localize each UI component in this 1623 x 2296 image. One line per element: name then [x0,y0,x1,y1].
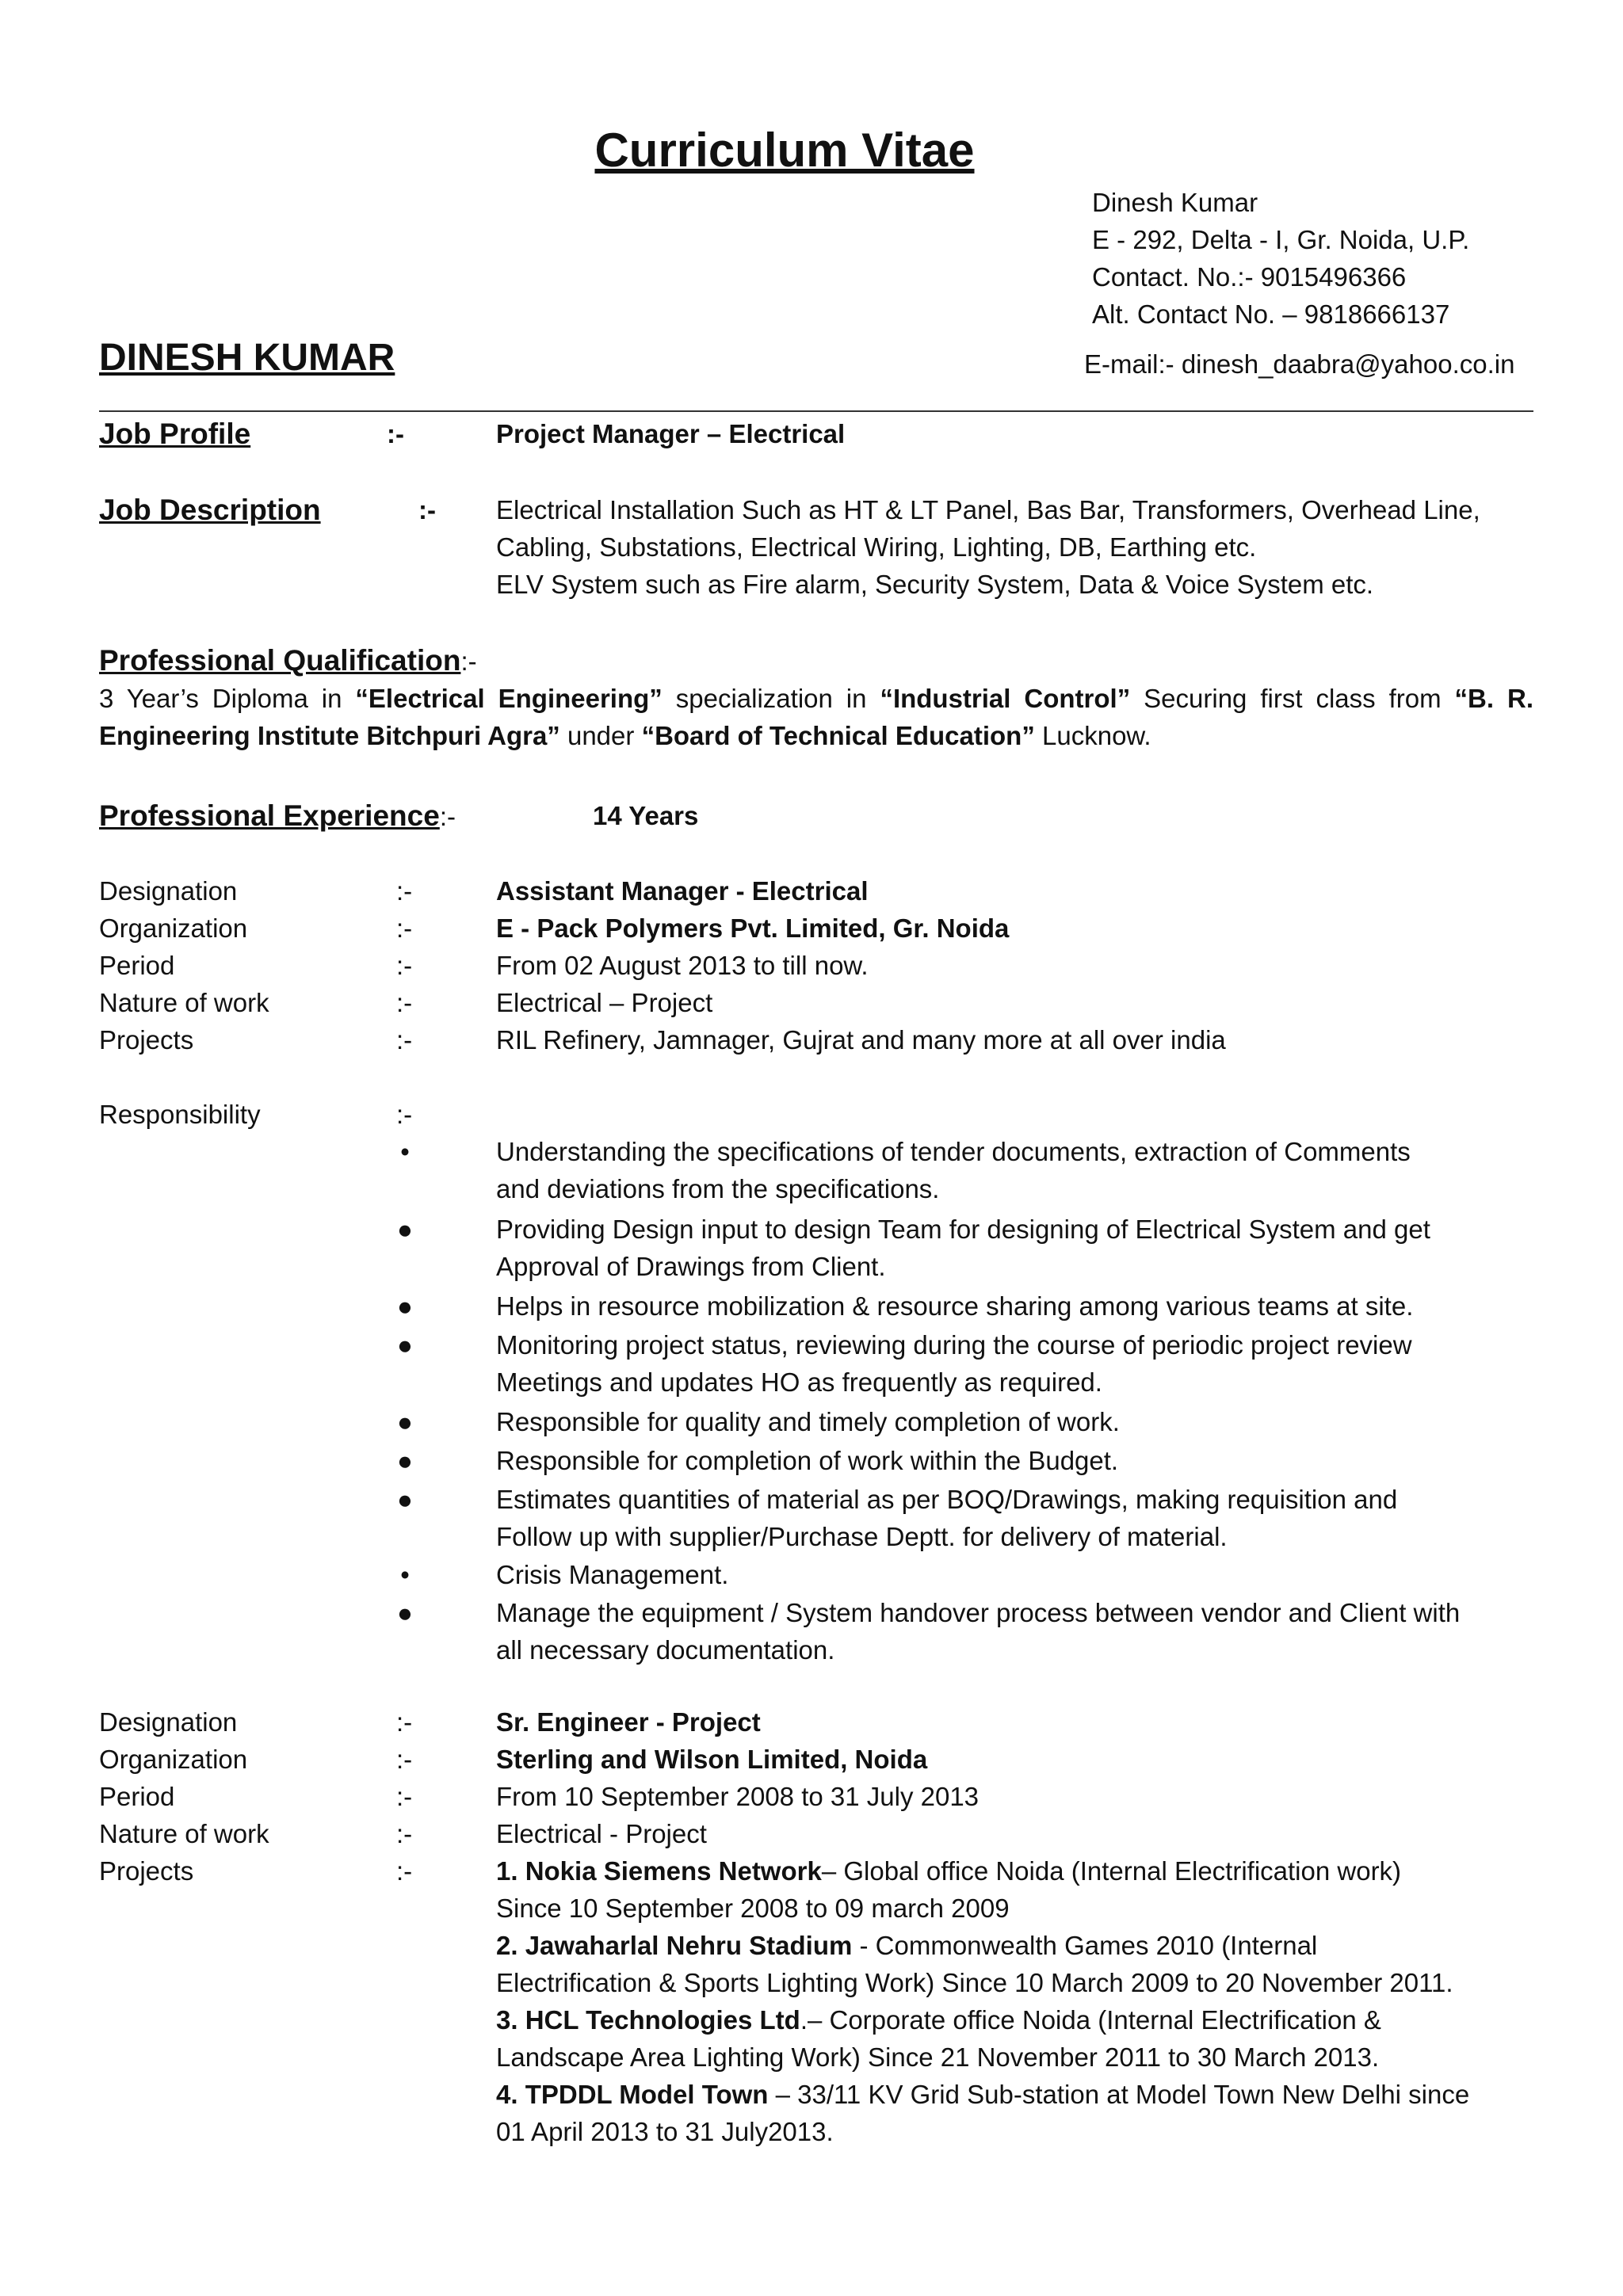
responsibility-line: Manage the equipment / System handover process between vendor and Client with [496,1598,1461,1627]
qualification-specialization: “Industrial Control” [880,684,1131,713]
job2-nature-sep: :- [396,1819,413,1848]
responsibility-line: Meetings and updates HO as frequently as required. [496,1367,1102,1397]
job-profile-sep: :- [387,419,404,448]
bullet-icon: • [400,1137,410,1166]
job-description-sep: :- [418,495,436,524]
responsibility-line: Monitoring project status, reviewing during the course of periodic project review [496,1330,1412,1360]
project-line: Landscape Area Lighting Work) Since 21 November 2011 to 30 March 2013. [496,2042,1380,2072]
job1-organization: E - Pack Polymers Pvt. Limited, Gr. Noida [496,913,1010,943]
bullet-icon: ● [397,1598,413,1627]
responsibility-item [496,1481,1550,1555]
contact-alt-phone: Alt. Contact No. – 9818666137 [1092,299,1450,329]
bullet-icon: ● [397,1291,413,1321]
project-desc: - Commonwealth Games 2010 (Internal [852,1931,1318,1960]
responsibility-line: Approval of Drawings from Client. [496,1252,886,1281]
job2-organization: Sterling and Wilson Limited, Noida [496,1745,928,1774]
contact-name: Dinesh Kumar [1092,188,1258,217]
job2-period: From 10 September 2008 to 31 July 2013 [496,1782,980,1811]
job2-organization-sep: :- [396,1745,413,1774]
qualification-board: “Board of Technical Education” [641,721,1035,750]
project-line: Since 10 September 2008 to 09 march 2009 [496,1894,1010,1923]
qualification-heading-row [99,642,477,680]
job2-nature-label: Nature of work [99,1819,269,1848]
job1-projects-sep: :- [396,1025,413,1055]
job2-period-sep: :- [396,1782,413,1811]
responsibility-item [496,1326,1550,1401]
experience-years: 14 Years [593,801,699,830]
qualification-text: Lucknow. [1034,721,1151,750]
job1-organization-label: Organization [99,913,248,943]
experience-heading: Professional Experience [99,799,440,832]
project-line [496,2001,1542,2039]
header-divider [99,410,1533,412]
responsibility-line: Responsible for completion of work within the Budget. [496,1446,1119,1475]
candidate-name: DINESH KUMAR [99,337,395,379]
experience-heading-row [99,797,456,835]
job2-period-label: Period [99,1782,175,1811]
contact-address: E - 292, Delta - I, Gr. Noida, U.P. [1092,225,1470,254]
project-title: 2. Jawaharlal Nehru Stadium [496,1931,853,1960]
qualification-heading-sep: :- [460,646,477,676]
experience-heading-sep: :- [439,802,456,831]
project-title: 1. Nokia Siemens Network [496,1856,822,1886]
job-profile-label: Job Profile [99,418,251,450]
qualification-institute: “B. R. [1454,684,1533,713]
responsibility-item [496,1442,1550,1479]
contact-phone: Contact. No.:- 9015496366 [1092,262,1407,292]
qualification-line-1 [99,680,1533,717]
bullet-icon: ● [397,1446,413,1475]
job2-nature: Electrical - Project [496,1819,707,1848]
responsibility-line: and deviations from the specifications. [496,1174,940,1203]
job1-nature-sep: :- [396,988,413,1017]
project-desc: – Global office Noida (Internal Electrification work) [821,1856,1402,1886]
project-line [496,2076,1542,2113]
job-description-text [496,491,1542,603]
job1-nature-label: Nature of work [99,988,269,1017]
responsibility-item [496,1211,1550,1285]
job1-period: From 02 August 2013 to till now. [496,951,869,980]
responsibility-item [496,1403,1550,1440]
job-description-label: Job Description [99,494,321,526]
bullet-icon: ● [397,1215,413,1244]
project-desc: – 33/11 KV Grid Sub-station at Model Town New Delhi since [768,2080,1470,2109]
job1-period-label: Period [99,951,175,980]
job2-designation: Sr. Engineer - Project [496,1707,761,1737]
responsibility-line: Understanding the specifications of tender documents, extraction of Comments [496,1137,1411,1166]
qualification-text: 3 Year’s Diploma in [99,684,356,713]
job1-responsibility-sep: :- [396,1100,413,1129]
qualification-degree: “Electrical Engineering” [355,684,663,713]
responsibility-line: Estimates quantities of material as per BOQ/Drawings, making requisition and [496,1485,1398,1514]
responsibility-line: Providing Design input to design Team for designing of Electrical System and get [496,1215,1430,1244]
responsibility-item [496,1556,1550,1593]
project-title: 4. TPDDL Model Town [496,2080,769,2109]
job2-projects-label: Projects [99,1856,194,1886]
responsibility-line: Follow up with supplier/Purchase Deptt. for delivery of material. [496,1522,1228,1551]
bullet-icon: • [400,1560,410,1589]
responsibility-item [496,1287,1550,1325]
responsibility-item [496,1133,1550,1207]
project-line: 01 April 2013 to 31 July2013. [496,2117,834,2146]
job1-nature: Electrical – Project [496,988,713,1017]
qualification-institute-cont: Engineering Institute Bitchpuri Agra” [99,721,560,750]
job2-organization-label: Organization [99,1745,248,1774]
document-title: Curriculum Vitae [594,124,975,177]
job2-designation-sep: :- [396,1707,413,1737]
qualification-text: under [559,721,642,750]
job1-projects: RIL Refinery, Jamnager, Gujrat and many more at all over india [496,1025,1226,1055]
qualification-line-2 [99,717,1151,754]
project-line [496,1852,1542,1890]
contact-block [1092,184,1568,333]
job1-period-sep: :- [396,951,413,980]
responsibility-line: Crisis Management. [496,1560,729,1589]
job2-designation-label: Designation [99,1707,238,1737]
contact-email: E-mail:- dinesh_daabra@yahoo.co.in [1084,349,1515,379]
qualification-heading: Professional Qualification [99,644,461,677]
job-description-line: ELV System such as Fire alarm, Security System, Data & Voice System etc. [496,570,1374,599]
job1-designation-label: Designation [99,876,238,906]
responsibility-line: Helps in resource mobilization & resource sharing among various teams at site. [496,1291,1414,1321]
responsibility-line: Responsible for quality and timely completion of work. [496,1407,1120,1436]
bullet-icon: ● [397,1407,413,1436]
job1-organization-sep: :- [396,913,413,943]
project-line [496,1927,1542,1964]
qualification-text: specialization in [662,684,880,713]
responsibility-line: all necessary documentation. [496,1635,835,1665]
job-description-line: Electrical Installation Such as HT & LT Panel, Bas Bar, Transformers, Overhead Line, [496,495,1480,524]
job1-designation: Assistant Manager - Electrical [496,876,869,906]
job2-projects-sep: :- [396,1856,413,1886]
project-title: 3. HCL Technologies Ltd [496,2005,800,2035]
job1-projects-label: Projects [99,1025,194,1055]
job1-designation-sep: :- [396,876,413,906]
qualification-text: Securing first class from [1130,684,1455,713]
job-profile-value: Project Manager – Electrical [496,419,846,448]
project-line: Electrification & Sports Lighting Work) Since 10 March 2009 to 20 November 2011. [496,1968,1453,1997]
job-description-line: Cabling, Substations, Electrical Wiring, Lighting, DB, Earthing etc. [496,532,1257,562]
bullet-icon: ● [397,1485,413,1514]
job1-responsibility-label: Responsibility [99,1100,261,1129]
bullet-icon: ● [397,1330,413,1360]
project-desc: .– Corporate office Noida (Internal Electrification & [800,2005,1381,2035]
job2-projects-list [496,1852,1542,2150]
responsibility-item [496,1594,1550,1669]
